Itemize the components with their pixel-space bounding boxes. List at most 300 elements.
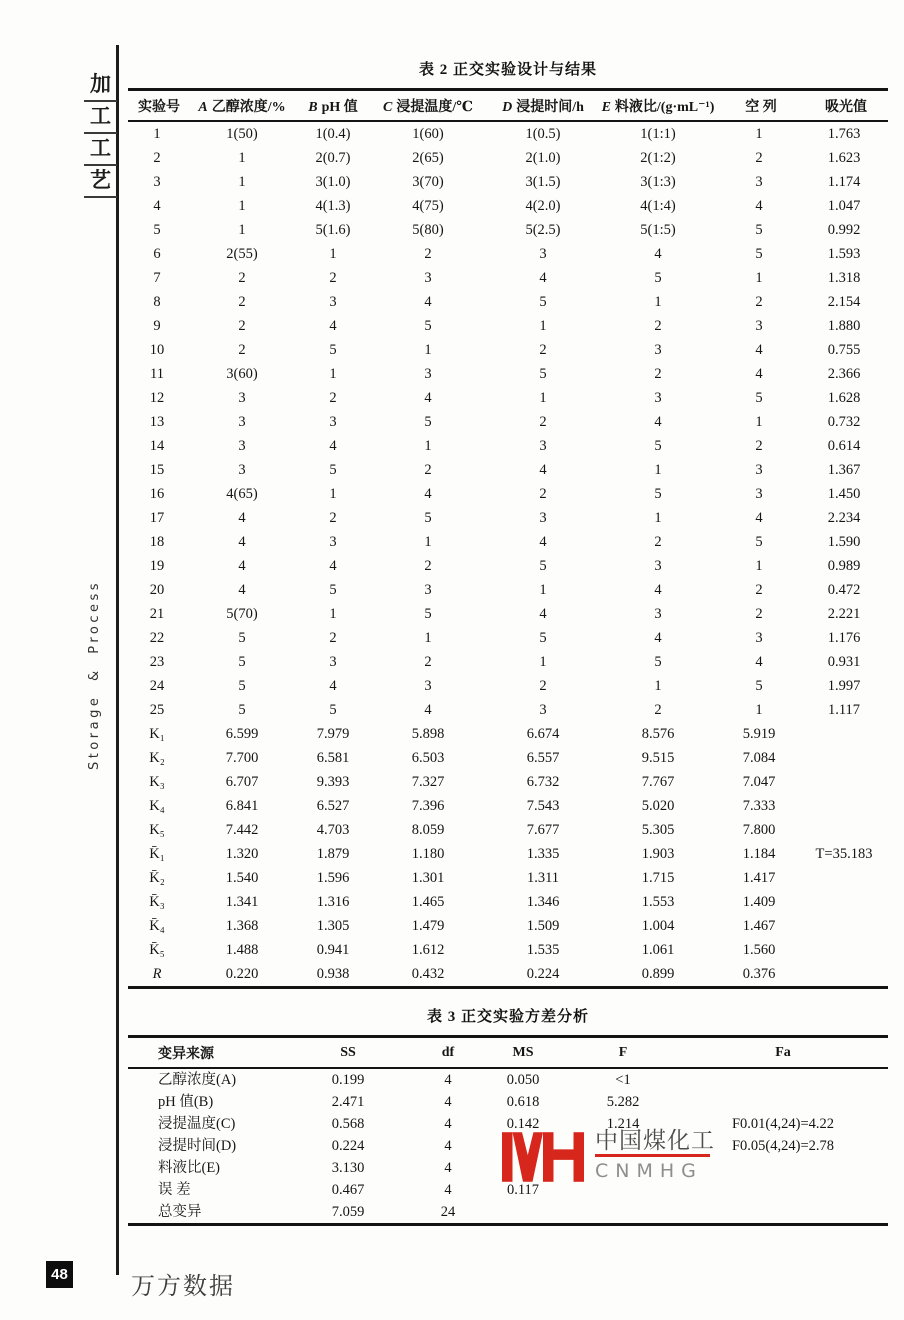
table-cell: 2.366 (827, 365, 861, 382)
table-cell: 1.117 (827, 701, 861, 718)
table-cell (800, 962, 888, 988)
column-header: 空 列 (718, 90, 800, 122)
table-cell: K̄₂ (149, 869, 165, 886)
table-cell: 0.142 (506, 1115, 540, 1132)
table-cell: K̄₃ (149, 893, 165, 910)
watermark-text-block (595, 1128, 715, 1186)
table-cell: T=35.183 (815, 845, 873, 862)
table-cell: 6.503 (411, 749, 445, 766)
table-cell: 3 (654, 605, 662, 622)
table-cell: 1.880 (827, 317, 861, 334)
table-cell: 5 (153, 221, 161, 238)
table-cell: 5(80) (412, 221, 444, 238)
table-cell: 1.535 (526, 941, 560, 958)
table-cell (800, 722, 888, 746)
table-cell: K₃ (149, 773, 165, 790)
table-cell: 3 (424, 581, 432, 598)
table-row (128, 506, 888, 530)
table-cell: 1.903 (641, 845, 675, 862)
table-cell: 0.117 (506, 1181, 540, 1198)
table-cell: 4 (539, 269, 547, 286)
table-cell: 1 (329, 605, 337, 622)
table-cell: 1 (755, 701, 763, 718)
table-cell: 料液比(E) (158, 1159, 221, 1176)
table-cell: 2.234 (827, 509, 861, 526)
table-row (128, 746, 888, 770)
table-cell: 1.346 (526, 893, 560, 910)
table-cell: 4 (539, 533, 547, 550)
table-cell: 6.732 (526, 773, 560, 790)
table-cell: 5 (329, 341, 337, 358)
table-cell: 7.396 (411, 797, 445, 814)
table-cell: 3 (329, 653, 337, 670)
table-cell: 0.931 (827, 653, 861, 670)
table-cell (678, 1091, 888, 1113)
table-cell: 4(2.0) (525, 197, 561, 214)
table-cell: 1.184 (742, 845, 776, 862)
table-row (128, 386, 888, 410)
table-cell: 4 (444, 1093, 452, 1110)
table-cell: 1.004 (641, 917, 675, 934)
table-cell: 1 (755, 413, 763, 430)
table-cell: 3 (539, 701, 547, 718)
table-cell: 1.540 (225, 869, 259, 886)
table-row (128, 962, 888, 988)
table-cell: 9 (153, 317, 161, 334)
table-row (128, 650, 888, 674)
table-row (128, 362, 888, 386)
table2-header-row (128, 90, 888, 122)
column-header: D 浸提时间/h (488, 90, 598, 122)
table-cell: 2(65) (412, 149, 444, 166)
table-cell: 7.979 (316, 725, 350, 742)
table-cell: 4.703 (316, 821, 350, 838)
table-cell: 4 (329, 317, 337, 334)
table-cell: 7.327 (411, 773, 445, 790)
table-cell: 1.465 (411, 893, 445, 910)
table-cell: 1 (654, 509, 662, 526)
table-cell (800, 818, 888, 842)
table-cell (800, 866, 888, 890)
table-cell: 1.479 (411, 917, 445, 934)
table-cell: 2 (654, 701, 662, 718)
table-cell: 4 (755, 509, 763, 526)
table-cell: 4 (329, 557, 337, 574)
table-row (128, 578, 888, 602)
content-area (128, 58, 888, 1226)
table-cell: 1(60) (412, 125, 444, 142)
table-cell: 1.488 (225, 941, 259, 958)
table-cell: 7.084 (742, 749, 776, 766)
table-cell: 3 (654, 557, 662, 574)
table-cell: 1(0.5) (525, 125, 561, 142)
table-cell (800, 770, 888, 794)
table-cell: 12 (149, 389, 165, 406)
table-cell: 5 (755, 389, 763, 406)
table-cell: 1.450 (827, 485, 861, 502)
table-cell: 3 (238, 413, 246, 430)
table-cell: 25 (149, 701, 165, 718)
table-cell: 1.180 (411, 845, 445, 862)
table-cell: 1.715 (641, 869, 675, 886)
table-cell: 0.220 (225, 965, 259, 982)
table-row (128, 674, 888, 698)
table-cell: 23 (149, 653, 165, 670)
table-cell: 1.623 (827, 149, 861, 166)
table-cell: 4 (444, 1159, 452, 1176)
table-cell: 4 (755, 365, 763, 382)
column-header: df (418, 1037, 478, 1069)
table-cell: 0.899 (641, 965, 675, 982)
table-cell: 1.628 (827, 389, 861, 406)
table-row (128, 194, 888, 218)
table-cell: 0.732 (827, 413, 861, 430)
table-cell: 1 (755, 269, 763, 286)
table2-title: 表 2 正交实验设计与结果 (418, 62, 597, 78)
table-cell: 2 (755, 605, 763, 622)
column-header: C 浸提温度/℃ (368, 90, 488, 122)
table-cell: 24 (440, 1203, 456, 1220)
cnmhg-logo-icon (502, 1128, 584, 1186)
table-cell: 4 (424, 701, 432, 718)
table-cell: 1.997 (827, 677, 861, 694)
table-cell: 1 (329, 245, 337, 262)
table-cell: 1.879 (316, 845, 350, 862)
table2 (128, 88, 888, 989)
table-row (128, 242, 888, 266)
table-cell: 10 (149, 341, 165, 358)
table-row (128, 482, 888, 506)
table-row (128, 290, 888, 314)
table-cell: 4 (153, 197, 161, 214)
table-cell: 7.767 (641, 773, 675, 790)
table-cell: 4 (424, 389, 432, 406)
table-cell: 3 (424, 677, 432, 694)
table-row (128, 794, 888, 818)
table-cell: 2 (424, 653, 432, 670)
table-cell: R (152, 965, 162, 982)
table-cell (800, 914, 888, 938)
table-cell: 5.020 (641, 797, 675, 814)
table-cell: 11 (150, 365, 164, 382)
table-cell: 0.376 (742, 965, 776, 982)
table-cell: 3 (329, 533, 337, 550)
table-cell: 6.674 (526, 725, 560, 742)
table-cell: 14 (149, 437, 165, 454)
table-cell: 3 (329, 413, 337, 430)
table-cell: 1.560 (742, 941, 776, 958)
table-row (128, 914, 888, 938)
table-cell: 1.417 (742, 869, 776, 886)
table-cell: 4 (654, 581, 662, 598)
table-cell: 5 (238, 701, 246, 718)
table-cell: 2 (238, 269, 246, 286)
table-cell: 5 (539, 293, 547, 310)
table-cell: 4 (424, 293, 432, 310)
table-cell: 7.677 (526, 821, 560, 838)
table-cell: 0.224 (331, 1137, 365, 1154)
column-header: E 料液比/(g·mL⁻¹) (598, 90, 718, 122)
table-cell: 2 (654, 317, 662, 334)
table-cell: 2 (329, 629, 337, 646)
table-cell: 1 (654, 461, 662, 478)
table-cell: K̄₁ (149, 845, 165, 862)
sidebar-char: 加 (84, 72, 117, 102)
table-cell: 5 (654, 485, 662, 502)
table-cell: 4 (539, 605, 547, 622)
table-cell: 5 (539, 365, 547, 382)
table-cell: 4 (329, 677, 337, 694)
table-cell: 0.755 (827, 341, 861, 358)
table-row (128, 338, 888, 362)
table-cell (800, 794, 888, 818)
sidebar-english-label: Storage & Process (87, 579, 102, 771)
table-cell: 3 (755, 629, 763, 646)
table-cell: 1 (238, 221, 246, 238)
page-number-badge: 48 (46, 1261, 73, 1288)
table-cell: 3 (755, 173, 763, 190)
table-cell (678, 1068, 888, 1091)
table-row (128, 410, 888, 434)
table-cell: 3 (238, 437, 246, 454)
table-cell: 0.432 (411, 965, 445, 982)
sidebar-char: 工 (84, 136, 117, 166)
table-cell: 4(75) (412, 197, 444, 214)
table-cell: 9.515 (641, 749, 675, 766)
table-row (128, 146, 888, 170)
table-cell: 1 (654, 677, 662, 694)
table-cell: 5 (755, 245, 763, 262)
table-cell: 7.543 (526, 797, 560, 814)
table-cell: 1 (238, 197, 246, 214)
table-cell: 3 (153, 173, 161, 190)
table-cell: 2 (238, 293, 246, 310)
table-cell: 4 (444, 1071, 452, 1088)
table-cell: 1.176 (827, 629, 861, 646)
table-cell: 4 (238, 533, 246, 550)
table-cell: 5 (755, 677, 763, 694)
table-cell: K̄₅ (149, 941, 165, 958)
table-cell: 1.305 (316, 917, 350, 934)
table-cell: 20 (149, 581, 165, 598)
table-cell: 1.368 (225, 917, 259, 934)
table-cell: 1 (539, 389, 547, 406)
table-cell: 5 (238, 653, 246, 670)
table-row (128, 434, 888, 458)
table-cell: 0.941 (316, 941, 350, 958)
table-cell: 浸提时间(D) (158, 1137, 237, 1154)
table-cell: 1.593 (827, 245, 861, 262)
table-cell: 6.707 (225, 773, 259, 790)
table-cell: 4 (238, 509, 246, 526)
sidebar-char: 艺 (84, 168, 117, 198)
table-cell: 6.841 (225, 797, 259, 814)
table-cell: 误 差 (158, 1181, 191, 1198)
table-row (128, 722, 888, 746)
table-cell: K₅ (149, 821, 165, 838)
column-header: 吸光值 (800, 90, 888, 122)
table-cell: 2 (238, 341, 246, 358)
sidebar-section-label (84, 72, 117, 200)
table-cell: 3(70) (412, 173, 444, 190)
table-cell: 4 (238, 581, 246, 598)
table-cell: F0.05(4,24)=2.78 (731, 1137, 835, 1154)
table-cell: K₄ (149, 797, 165, 814)
sidebar-char: 工 (84, 104, 117, 134)
table-cell: 5 (424, 605, 432, 622)
table-cell: 4 (755, 653, 763, 670)
table-cell (800, 890, 888, 914)
table-cell: 0.568 (331, 1115, 365, 1132)
table-cell: 4 (444, 1115, 452, 1132)
watermark-chinese-text: 中国煤化工 (595, 1127, 715, 1153)
table-cell: 2 (654, 365, 662, 382)
column-header: SS (278, 1037, 418, 1069)
watermark-underline (595, 1154, 710, 1157)
table-cell: 5 (329, 701, 337, 718)
table-row (128, 530, 888, 554)
table-cell: 6.581 (316, 749, 350, 766)
table-cell: 5.898 (411, 725, 445, 742)
table-cell: 0.050 (506, 1071, 540, 1088)
sidebar-divider-line (116, 45, 119, 1275)
table-cell (800, 938, 888, 962)
table-cell: 4 (654, 413, 662, 430)
table-cell: 2 (424, 245, 432, 262)
table-cell: 5 (424, 317, 432, 334)
table-cell: 1 (539, 581, 547, 598)
table3-header-row (128, 1037, 888, 1069)
table-cell: 5 (539, 557, 547, 574)
table-cell: 5 (238, 677, 246, 694)
table-cell (800, 746, 888, 770)
table-cell: 1 (539, 653, 547, 670)
table-cell: 2 (755, 581, 763, 598)
table-cell: 4 (238, 557, 246, 574)
table-cell: 1.335 (526, 845, 560, 862)
table-cell: 2 (329, 389, 337, 406)
table-cell: 2 (539, 341, 547, 358)
table-cell: 2 (153, 149, 161, 166)
table-cell: K₂ (149, 749, 165, 766)
table-cell: 3(1.0) (315, 173, 351, 190)
table-cell: 1.061 (641, 941, 675, 958)
table-cell: 3 (755, 485, 763, 502)
table-cell: 6.599 (225, 725, 259, 742)
table-cell: 2(1.0) (525, 149, 561, 166)
table-row (128, 170, 888, 194)
table-cell: 总变异 (158, 1203, 202, 1220)
table-cell: 5 (238, 629, 246, 646)
table-cell: 5 (755, 221, 763, 238)
table-cell: 5.919 (742, 725, 776, 742)
table-cell: 0.199 (331, 1071, 365, 1088)
table-cell: 19 (149, 557, 165, 574)
table-cell: 3 (654, 341, 662, 358)
table-cell: 3 (654, 389, 662, 406)
wanfang-watermark: 万方数据 (131, 1273, 235, 1300)
table-cell: 1.318 (827, 269, 861, 286)
column-header: Fa (678, 1037, 888, 1069)
table-cell: 1.596 (316, 869, 350, 886)
table-cell: 7.047 (742, 773, 776, 790)
table-cell: 16 (149, 485, 165, 502)
table-cell: 2(55) (226, 245, 258, 262)
table-cell: 5 (654, 437, 662, 454)
table-row (128, 818, 888, 842)
table-cell: 7.059 (331, 1203, 365, 1220)
table-row (128, 314, 888, 338)
table-cell: 0.618 (506, 1093, 540, 1110)
table-cell: 5 (329, 581, 337, 598)
table-cell: 1.341 (225, 893, 259, 910)
table-cell: 8.576 (641, 725, 675, 742)
table-cell: 3 (539, 509, 547, 526)
table-cell: 3 (424, 365, 432, 382)
table-cell: 3 (755, 317, 763, 334)
table-row (128, 842, 888, 866)
table-row (128, 218, 888, 242)
table-cell: 1.467 (742, 917, 776, 934)
table-cell: 4 (329, 437, 337, 454)
table-cell: 1 (329, 485, 337, 502)
table-cell: 6 (153, 245, 161, 262)
table-cell: 3(60) (226, 365, 258, 382)
table-row (128, 458, 888, 482)
table-cell: 2(1:2) (640, 149, 676, 166)
column-header: A 乙醇浓度/% (186, 90, 298, 122)
table-cell: 18 (149, 533, 165, 550)
table-cell: 5 (329, 461, 337, 478)
table-cell: 0.614 (827, 437, 861, 454)
table-cell: 浸提温度(C) (158, 1115, 236, 1132)
table-cell: 0.989 (827, 557, 861, 574)
table-cell: 7.800 (742, 821, 776, 838)
table-cell: 1 (755, 557, 763, 574)
table-cell: 2 (424, 557, 432, 574)
table-cell: 5(70) (226, 605, 258, 622)
table-cell: 1.590 (827, 533, 861, 550)
table-cell: 1 (654, 293, 662, 310)
column-header: 实验号 (128, 90, 186, 122)
table-cell: 4 (424, 485, 432, 502)
table-cell: 2 (539, 677, 547, 694)
table-row (128, 626, 888, 650)
table-cell: 1 (755, 125, 763, 142)
table-cell: 8.059 (411, 821, 445, 838)
table-cell: 5.305 (641, 821, 675, 838)
table-cell (568, 1201, 678, 1225)
table-cell: 7.700 (225, 749, 259, 766)
table-row (128, 554, 888, 578)
table-cell: 2 (329, 269, 337, 286)
table-row (128, 866, 888, 890)
table-cell: 5.282 (606, 1093, 640, 1110)
table-cell: 0.938 (316, 965, 350, 982)
table-cell: 3 (238, 461, 246, 478)
table-cell: 15 (149, 461, 165, 478)
table-cell (478, 1201, 568, 1225)
table-cell: 3(1:3) (640, 173, 676, 190)
column-header: F (568, 1037, 678, 1069)
table-row (128, 266, 888, 290)
table-cell: 21 (149, 605, 165, 622)
table-cell: 1(50) (226, 125, 258, 142)
table-cell: 5 (654, 269, 662, 286)
table2-body (128, 121, 888, 988)
table-cell: 1 (329, 365, 337, 382)
table-cell: 2 (539, 485, 547, 502)
